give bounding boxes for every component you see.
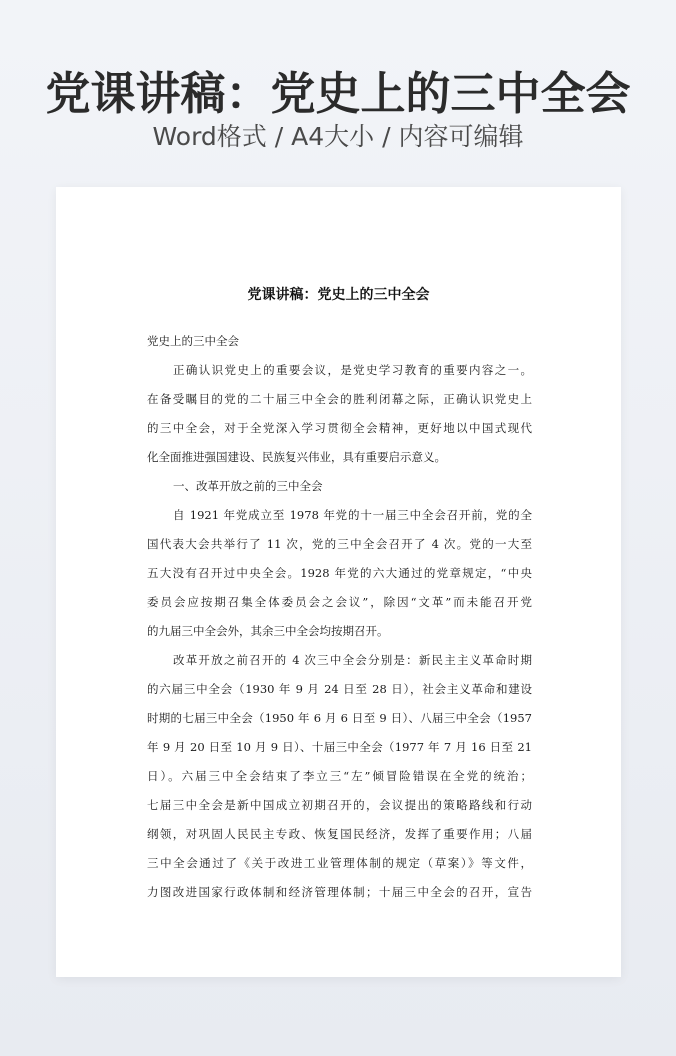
document-line: 在备受瞩目的党的二十届三中全会的胜利闭幕之际，正确认识党史上	[147, 392, 532, 406]
document-line: 改革开放之前召开的 4 次三中全会分别是：新民主主义革命时期	[173, 653, 532, 667]
document-line: 纲领，对巩固人民民主专政、恢复国民经济，发挥了重要作用；八届	[147, 827, 532, 841]
document-line: 化全面推进强国建设、民族复兴伟业，具有重要启示意义。	[147, 450, 446, 464]
document-line: 五大没有召开过中央全会。1928 年党的六大通过的党章规定，“中央	[147, 566, 532, 580]
document-line: 时期的七届三中全会（1950 年 6 月 6 日至 9 日）、八届三中全会（1957	[147, 711, 532, 725]
document-line: 的六届三中全会（1930 年 9 月 24 日至 28 日），社会主义革命和建设	[147, 682, 532, 696]
document-line: 三中全会通过了《关于改进工业管理体制的规定（草案）》等文件，	[147, 856, 532, 870]
document-line: 一、改革开放之前的三中全会	[173, 479, 323, 493]
document-line: 正确认识党史上的重要会议，是党史学习教育的重要内容之一。	[173, 363, 532, 377]
document-line: 委员会应按期召集全体委员会之会议”，除因“文革”而未能召开党	[147, 595, 532, 609]
document-line: 党史上的三中全会	[147, 334, 239, 348]
document-line: 的九届三中全会外，其余三中全会均按期召开。	[147, 624, 389, 638]
document-line: 年 9 月 20 日至 10 月 9 日）、十届三中全会（1977 年 7 月 16 日至 21	[147, 740, 532, 754]
document-line: 自 1921 年党成立至 1978 年党的十一届三中全会召开前，党的全	[173, 508, 532, 522]
document-line: 国代表大会共举行了 11 次，党的三中全会召开了 4 次。党的一大至	[147, 537, 532, 551]
document-body	[147, 327, 532, 907]
document-line: 七届三中全会是新中国成立初期召开的，会议提出的策略路线和行动	[147, 798, 532, 812]
document-page	[56, 187, 621, 977]
document-line: 力图改进国家行政体制和经济管理体制；十届三中全会的召开，宣告	[147, 885, 532, 899]
document-title: 党课讲稿：党史上的三中全会	[247, 287, 430, 303]
document-line: 的三中全会，对于全党深入学习贯彻全会精神，更好地以中国式现代	[147, 421, 532, 435]
page-subtitle: Word格式 / A4大小 / 内容可编辑	[152, 122, 524, 151]
document-line: 日）。六届三中全会结束了李立三“左”倾冒险错误在全党的统治；	[147, 769, 532, 783]
page-title: 党课讲稿：党史上的三中全会	[45, 67, 631, 120]
